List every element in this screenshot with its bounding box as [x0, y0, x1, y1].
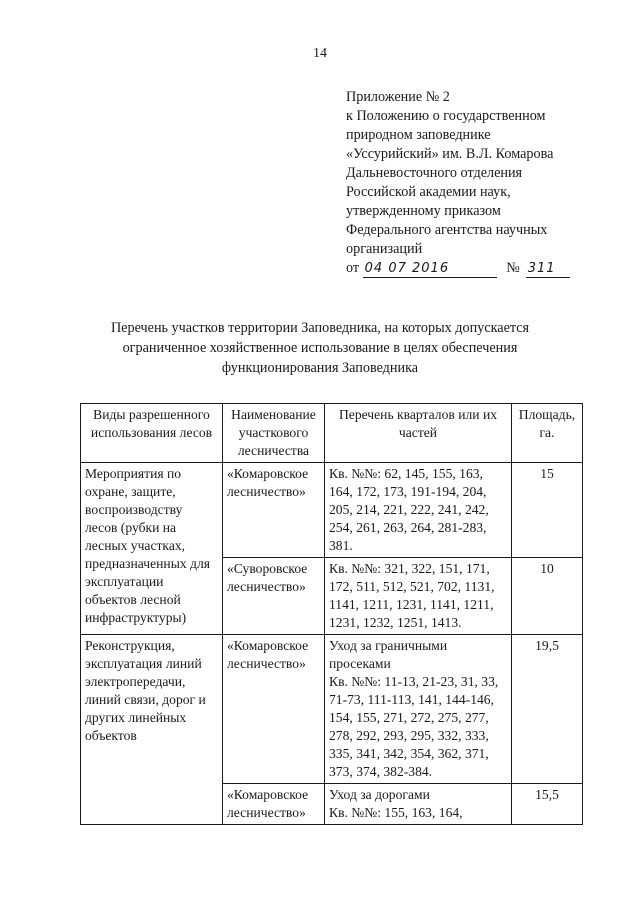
- heading-line: ограниченное хозяйственное использование в целях обеспечения: [122, 340, 518, 356]
- heading-line: функционирования Заповедника: [221, 360, 419, 376]
- appendix-block: [346, 88, 596, 278]
- quarters-list: Кв. №№: 155, 163, 164,: [329, 805, 463, 820]
- quarters-title: Уход за дорогами: [329, 787, 430, 802]
- header-use-type: Виды разрешенного использования лесов: [81, 404, 223, 463]
- order-date-line: [346, 259, 596, 278]
- header-area: Площадь, га.: [512, 404, 583, 463]
- table-header-row: [81, 404, 583, 463]
- appendix-line: к Положению о государственном: [346, 108, 546, 124]
- table-row: [81, 463, 583, 558]
- use-type-cell: Мероприятия по охране, защите, воспроизводству лесов (рубки на лесных участках, предназначенных для эксплуатации объектов лесной инфраструктуры): [81, 463, 223, 635]
- appendix-line: Федерального агентства научных: [346, 222, 548, 238]
- heading-line: Перечень участков территории Заповедника, на которых допускается: [110, 320, 530, 336]
- quarters-cell: [325, 635, 512, 784]
- forestry-cell: «Суворовское лесничество»: [223, 558, 325, 635]
- handwritten-date: 04 07 2016: [363, 261, 497, 278]
- forestry-cell: «Комаровское лесничество»: [223, 463, 325, 558]
- quarters-cell: Кв. №№: 62, 145, 155, 163, 164, 172, 173, 191-194, 204, 205, 214, 221, 222, 241, 242, 254, 261, 263, 264, 281-283, 381.: [325, 463, 512, 558]
- quarters-list: Кв. №№: 11-13, 21-23, 31, 33, 71-73, 111-113, 141, 144-146, 154, 155, 271, 272, 275, 277, 278, 292, 293, 295, 332, 333, 335, 341, 342, 354, 362, 371, 373, 374, 382-384.: [329, 674, 499, 779]
- appendix-line: «Уссурийский» им. В.Л. Комарова: [346, 146, 554, 162]
- area-cell: 15,5: [512, 784, 583, 825]
- number-prefix: №: [506, 260, 520, 276]
- table-row: [81, 635, 583, 784]
- area-cell: 10: [512, 558, 583, 635]
- forestry-cell: «Комаровское лесничество»: [223, 784, 325, 825]
- appendix-line: Дальневосточного отделения: [346, 165, 523, 181]
- handwritten-order-number: 311: [526, 261, 570, 278]
- quarters-cell: Кв. №№: 321, 322, 151, 171, 172, 511, 512, 521, 702, 1131, 1141, 1211, 1231, 1141, 1211, 1231, 1232, 1251, 1413.: [325, 558, 512, 635]
- area-cell: 19,5: [512, 635, 583, 784]
- appendix-line: Российской академии наук,: [346, 184, 511, 200]
- header-forestry: Наименование участкового лесничества: [223, 404, 325, 463]
- date-prefix: от: [346, 260, 360, 276]
- page-number: 14: [313, 46, 327, 61]
- appendix-line: природном заповеднике: [346, 127, 491, 143]
- use-type-cell: Реконструкция, эксплуатация линий электропередачи, линий связи, дорог и других линейных объектов: [81, 635, 223, 825]
- appendix-line: Приложение № 2: [346, 89, 450, 105]
- quarters-cell: [325, 784, 512, 825]
- appendix-line: организаций: [346, 241, 423, 257]
- area-cell: 15: [512, 463, 583, 558]
- forest-use-table: [80, 403, 583, 825]
- quarters-title: Уход за граничными просеками: [329, 638, 448, 671]
- appendix-line: утвержденному приказом: [346, 203, 501, 219]
- document-heading: [60, 318, 580, 378]
- header-quarters: Перечень кварталов или их частей: [325, 404, 512, 463]
- forestry-cell: «Комаровское лесничество»: [223, 635, 325, 784]
